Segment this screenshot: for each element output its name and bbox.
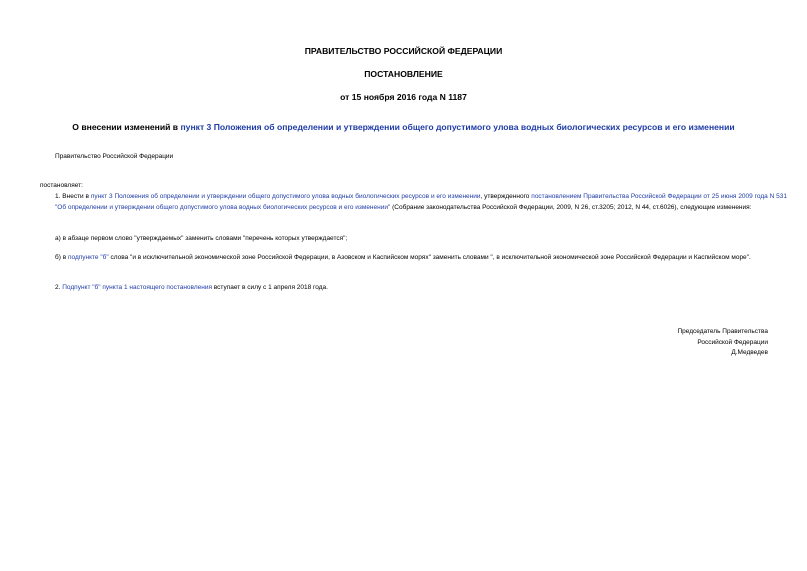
subject-heading xyxy=(0,122,807,132)
item-1-mid: , утвержденного xyxy=(480,193,530,200)
item-1-link-clause[interactable]: пункт 3 Положения об определении и утверждении общего допустимого улова водных биологических ресурсов и его изменении xyxy=(90,193,481,200)
item-a-paragraph: а) в абзаце первом слово "утверждаемых" заменить словами "перечень которых утверждается"; xyxy=(55,235,348,242)
org-title: ПРАВИТЕЛЬСТВО РОССИЙСКОЙ ФЕДЕРАЦИИ xyxy=(304,46,503,56)
doc-type-title: ПОСТАНОВЛЕНИЕ xyxy=(364,69,443,79)
decides-text: постановляет: xyxy=(40,182,83,189)
subject-prefix: О внесении изменений в xyxy=(72,122,179,132)
item-b-prefix: б) в xyxy=(55,254,67,261)
signature-country: Российской Федерации xyxy=(697,338,768,346)
item-2-prefix: 2. xyxy=(55,284,61,291)
item-b-paragraph xyxy=(40,253,787,264)
item-1-link-resolution[interactable]: постановлением Правительства Российской Федерации от 25 июня 2009 года N 531 "Об определении и утверждении общего допустимого улова водных биологических ресурсов и его изменении" xyxy=(55,193,788,211)
signature-name: Д.Медведев xyxy=(731,349,768,357)
item-b-suffix: слова "и в исключительной экономической зоне Российской Федерации, в Азовском и Каспийском морях" заменить словами ", в исключительной экономической зоне Российской Федерации и Каспийском море". xyxy=(108,254,751,261)
item-1-prefix: 1. Внести в xyxy=(55,193,89,200)
issuer-text: Правительство Российской Федерации xyxy=(55,153,174,160)
date-number: от 15 ноября 2016 года N 1187 xyxy=(340,92,467,102)
subject-link[interactable]: пункт 3 Положения об определении и утверждении общего допустимого улова водных биологических ресурсов и его изменении xyxy=(180,122,735,132)
item-2-paragraph xyxy=(40,283,787,294)
signature-block xyxy=(677,327,768,359)
item-2-suffix: вступает в силу с 1 апреля 2018 года. xyxy=(212,284,328,291)
item-1-suffix: (Собрание законодательства Российской Федерации, 2009, N 26, ст.3205; 2012, N 44, ст.6026), следующие изменения: xyxy=(390,203,752,211)
item-b-link[interactable]: подпункте "б" xyxy=(67,254,109,261)
item-1-paragraph xyxy=(40,192,787,213)
signature-position: Председатель Правительства xyxy=(677,328,768,335)
item-2-link[interactable]: Подпункт "б" пункта 1 настоящего постановления xyxy=(62,284,212,291)
